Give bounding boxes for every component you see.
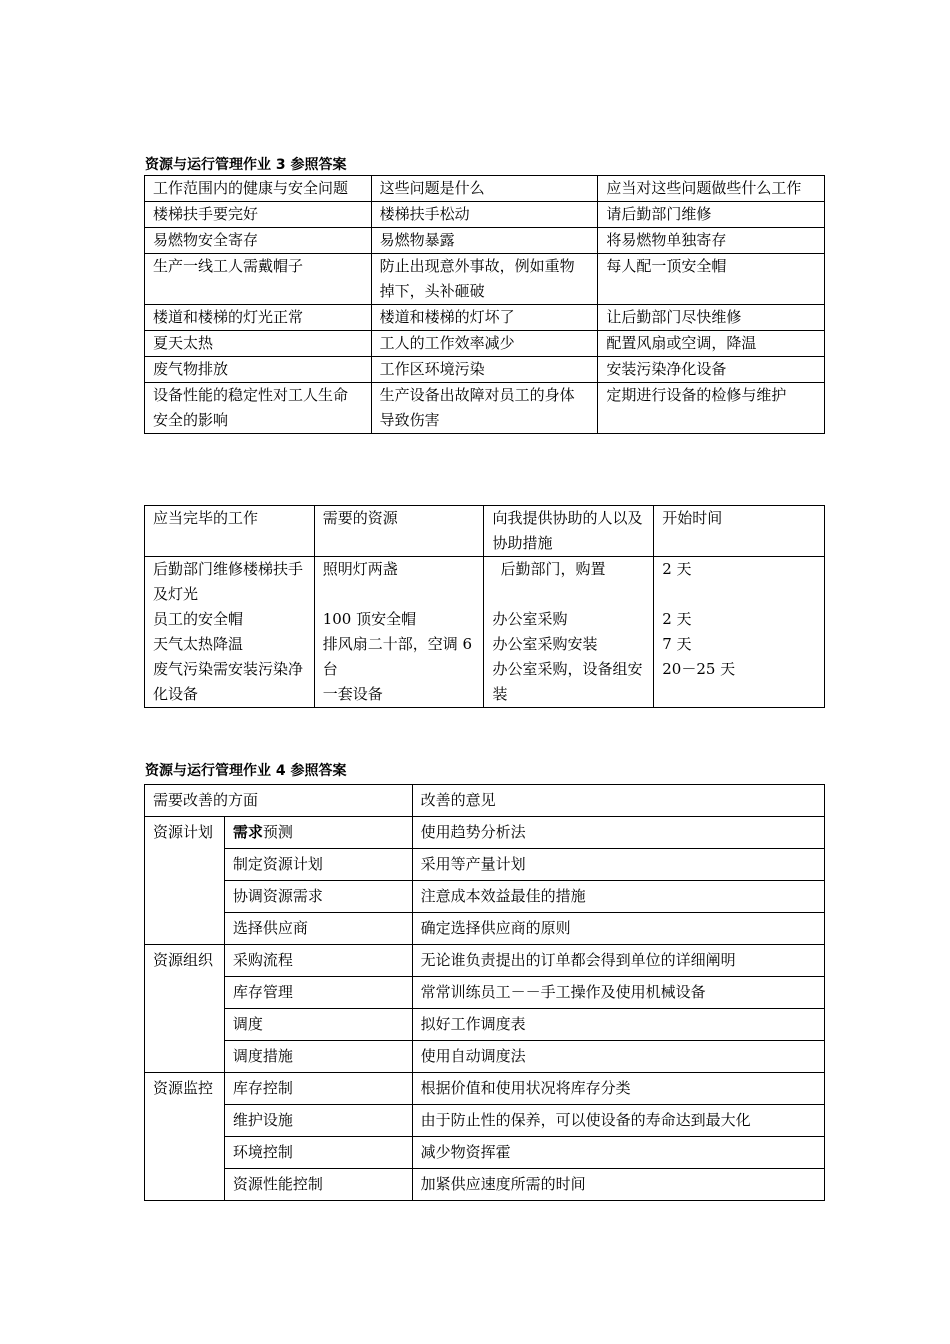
resource-line: 排风扇二十部，空调 6 台 [322,635,473,678]
resource-line: 照明灯两盏 [322,560,398,578]
work-line: 天气太热降温 [153,635,244,653]
table-row [145,881,825,913]
aspect-cell: 协调资源需求 [224,881,412,913]
resource-line: 100 顶安全帽 [322,610,417,628]
header-cell: 向我提供协助的人以及协助措施 [484,506,654,557]
group-cell: 资源监控 [145,1073,225,1201]
table-cell: 设备性能的稳定性对工人生命安全的影响 [145,383,372,434]
aspect-bold: 需求 [232,823,263,841]
work-line: 后勤部门维修楼梯扶手及灯光 [153,560,304,603]
work-column [145,557,315,708]
table-row [145,1073,825,1105]
start-time-column [654,557,825,708]
advice-cell: 加紧供应速度所需的时间 [412,1169,824,1201]
aspect-cell: 制定资源计划 [224,849,412,881]
table-row [145,254,825,305]
table-header-row [145,506,825,557]
work-line: 员工的安全帽 [153,610,244,628]
table-row [145,331,825,357]
advice-cell: 减少物资挥霍 [412,1137,824,1169]
group-cell: 资源组织 [145,945,225,1073]
table-row [145,913,825,945]
advice-cell: 确定选择供应商的原则 [412,913,824,945]
table-row [145,1137,825,1169]
aspect-cell: 选择供应商 [224,913,412,945]
table-cell: 楼梯扶手松动 [371,202,598,228]
start-time-line: 2 天 [662,560,692,578]
table-cell: 易燃物安全寄存 [145,228,372,254]
group-cell: 资源计划 [145,817,225,945]
table-header-row [145,176,825,202]
assist-line: 办公室采购，设备组安装 [492,660,643,703]
section3-title: 资源与运行管理作业 4 参照答案 [145,763,347,779]
table-cell: 请后勤部门维修 [598,202,825,228]
aspect-cell: 调度措施 [224,1041,412,1073]
aspect-cell: 资源性能控制 [224,1169,412,1201]
table-cell: 楼梯扶手要完好 [145,202,372,228]
section1-title: 资源与运行管理作业 3 参照答案 [145,157,347,173]
aspect-cell: 库存控制 [224,1073,412,1105]
start-time-line: 7 天 [662,635,692,653]
work-line: 废气污染需安装污染净化设备 [153,660,304,703]
assist-line: 办公室采购 [492,610,568,628]
table-row [145,1041,825,1073]
spacer [492,582,645,607]
table-row [145,1105,825,1137]
spacer [323,582,476,607]
header-cell: 需要改善的方面 [145,785,413,817]
table-row [145,817,825,849]
table-cell: 楼道和楼梯的灯坏了 [371,305,598,331]
assist-line: 后勤部门，购置 [500,560,606,578]
table-cell: 每人配一顶安全帽 [598,254,825,305]
start-time-line: 2 天 [662,610,692,628]
table-cell: 楼道和楼梯的灯光正常 [145,305,372,331]
table-row [145,1009,825,1041]
table-row [145,228,825,254]
table-header-row [145,785,825,817]
aspect-cell [224,817,412,849]
assist-column [484,557,654,708]
header-cell: 应当完毕的工作 [145,506,315,557]
advice-cell: 使用自动调度法 [412,1041,824,1073]
table-cell: 让后勤部门尽快维修 [598,305,825,331]
advice-cell: 拟好工作调度表 [412,1009,824,1041]
resource-line: 一套设备 [322,685,383,703]
header-cell: 工作范围内的健康与安全问题 [145,176,372,202]
table-row [145,945,825,977]
advice-cell: 根据价值和使用状况将库存分类 [412,1073,824,1105]
table-cell: 安装污染净化设备 [598,357,825,383]
aspect-cell: 库存管理 [224,977,412,1009]
table-cell: 防止出现意外事故，例如重物掉下，头补砸破 [371,254,598,305]
table-row [145,1169,825,1201]
spacer [662,582,816,607]
health-safety-table [144,175,825,434]
improvement-table [144,784,825,1201]
aspect-text: 预测 [262,823,293,841]
header-cell: 开始时间 [654,506,825,557]
aspect-cell: 采购流程 [224,945,412,977]
table-cell: 生产一线工人需戴帽子 [145,254,372,305]
table-cell: 废气物排放 [145,357,372,383]
table-row [145,357,825,383]
table-cell: 工人的工作效率减少 [371,331,598,357]
header-cell: 需要的资源 [314,506,484,557]
aspect-cell: 维护设施 [224,1105,412,1137]
header-cell: 改善的意见 [412,785,824,817]
resource-column [314,557,484,708]
table-cell: 夏天太热 [145,331,372,357]
table-cell: 易燃物暴露 [371,228,598,254]
table-row [145,305,825,331]
table-cell: 将易燃物单独寄存 [598,228,825,254]
aspect-cell: 环境控制 [224,1137,412,1169]
table-row [145,202,825,228]
aspect-cell: 调度 [224,1009,412,1041]
header-cell: 应当对这些问题做些什么工作 [598,176,825,202]
advice-cell: 无论谁负责提出的订单都会得到单位的详细阐明 [412,945,824,977]
table-cell: 定期进行设备的检修与维护 [598,383,825,434]
advice-cell: 由于防止性的保养，可以使设备的寿命达到最大化 [412,1105,824,1137]
advice-cell: 常常训练员工－－手工操作及使用机械设备 [412,977,824,1009]
advice-cell: 使用趋势分析法 [412,817,824,849]
table-row [145,977,825,1009]
advice-cell: 采用等产量计划 [412,849,824,881]
header-cell: 这些问题是什么 [371,176,598,202]
table-row [145,849,825,881]
table-cell: 工作区环境污染 [371,357,598,383]
table-cell: 生产设备出故障对员工的身体导致伤害 [371,383,598,434]
advice-cell: 注意成本效益最佳的措施 [412,881,824,913]
table-row [145,557,825,708]
table-row [145,383,825,434]
work-resource-table [144,505,825,708]
start-time-line: 20－25 天 [662,660,736,678]
table-cell: 配置风扇或空调，降温 [598,331,825,357]
assist-line: 办公室采购安装 [492,635,598,653]
